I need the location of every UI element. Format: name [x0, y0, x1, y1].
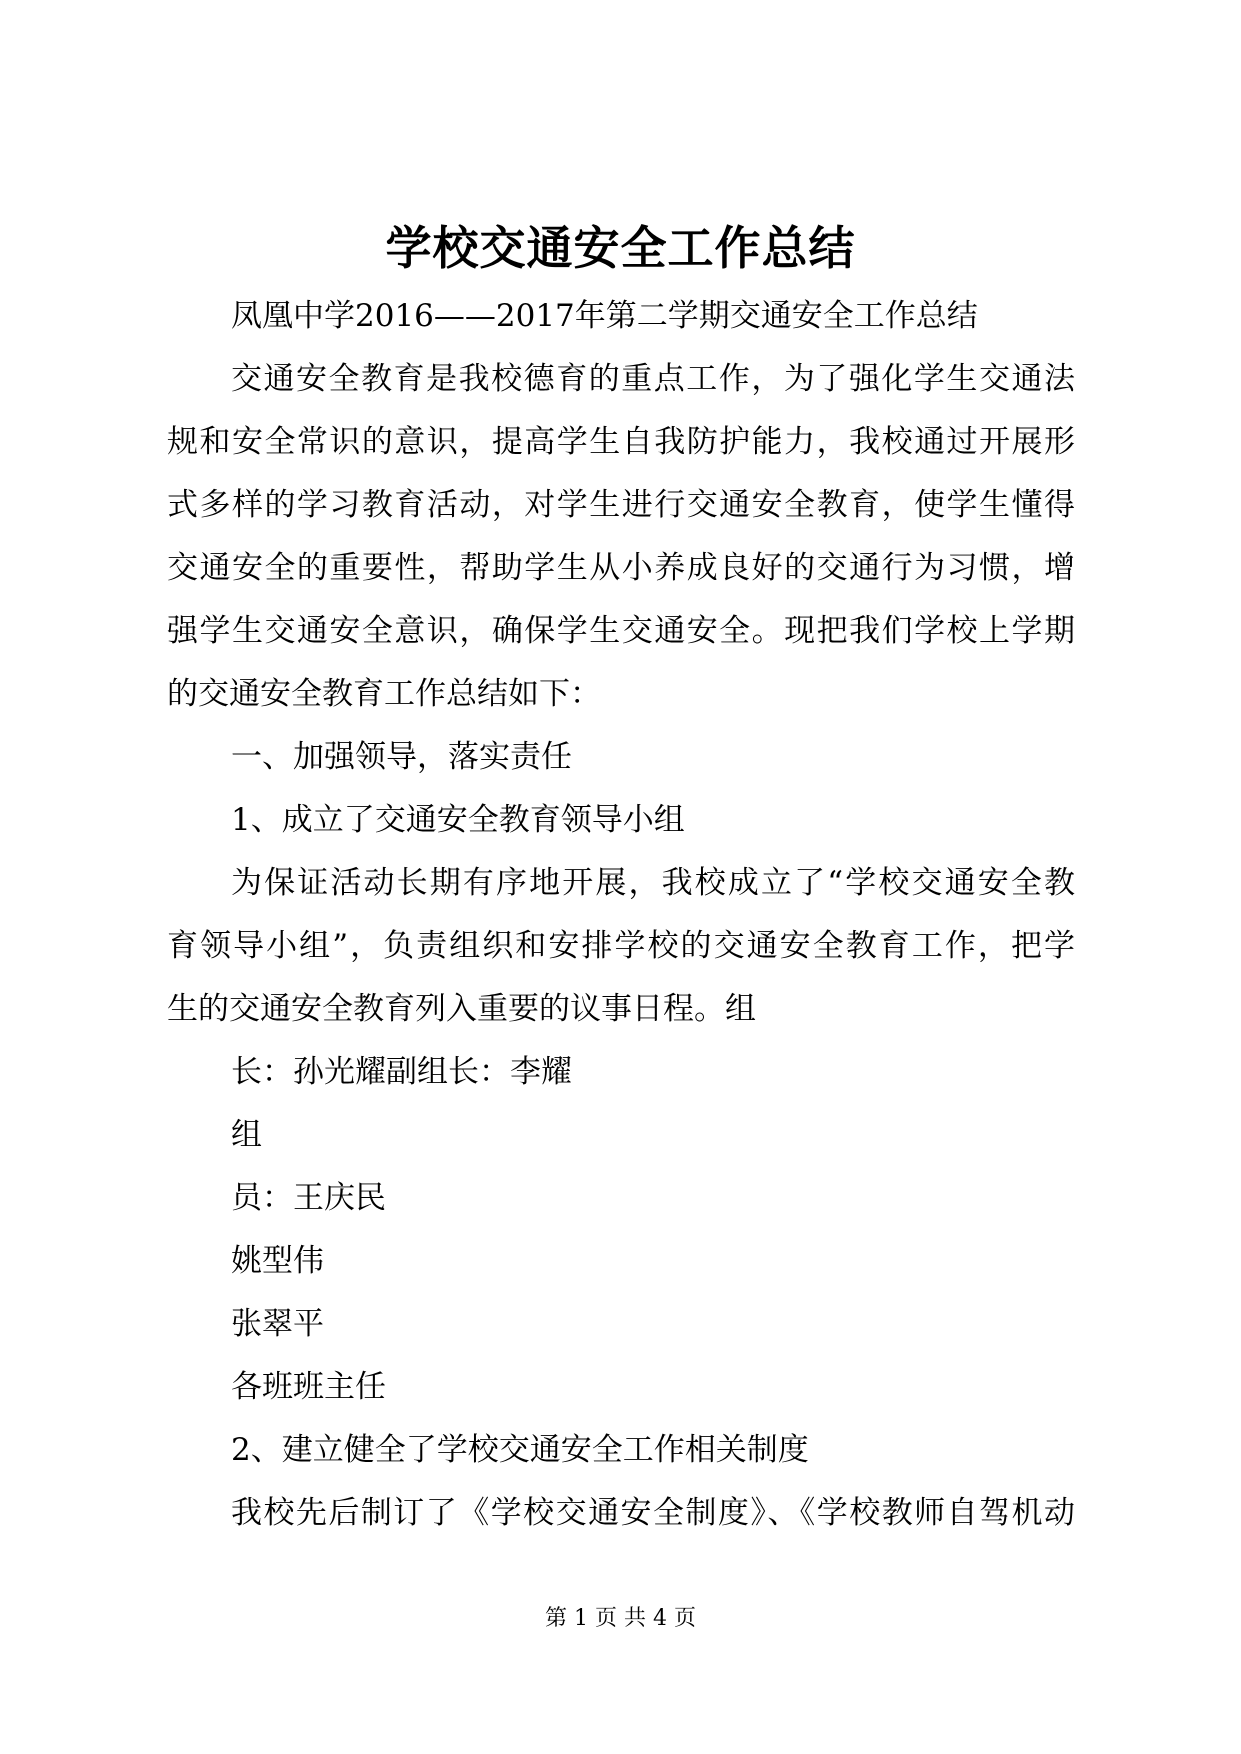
paragraph-line: 我校先后制订了《学校交通安全制度》、《学校教师自驾机动 [231, 1495, 1075, 1531]
paragraph-line: 式多样的学习教育活动，对学生进行交通安全教育，使学生懂得 [167, 487, 1075, 523]
paragraph-line: 交通安全的重要性，帮助学生从小养成良好的交通行为习惯，增 [167, 550, 1075, 586]
section-heading: 一、加强领导，落实责任 [231, 739, 572, 775]
subtitle-line: 凤凰中学2016——2017年第二学期交通安全工作总结 [231, 298, 978, 334]
member-line: 员：王庆民 [231, 1180, 386, 1216]
item-heading: 2、建立健全了学校交通安全工作相关制度 [231, 1432, 809, 1468]
paragraph-line: 生的交通安全教育列入重要的议事日程。组 [167, 991, 756, 1027]
paragraph-line: 交通安全教育是我校德育的重点工作，为了强化学生交通法 [231, 361, 1075, 397]
paragraph-line: 为保证活动长期有序地开展，我校成立了“学校交通安全教 [231, 865, 1075, 901]
member-label-line: 组 [231, 1117, 262, 1153]
paragraph-line: 强学生交通安全意识，确保学生交通安全。现把我们学校上学期 [167, 613, 1075, 649]
paragraph-line: 的交通安全教育工作总结如下： [167, 676, 601, 712]
leader-line: 长：孙光耀副组长：李耀 [231, 1054, 572, 1090]
paragraph-line: 规和安全常识的意识，提高学生自我防护能力，我校通过开展形 [167, 424, 1075, 460]
document-title: 学校交通安全工作总结 [385, 221, 856, 275]
member-line: 姚型伟 [231, 1243, 324, 1279]
member-line: 各班班主任 [231, 1369, 386, 1405]
page-number-footer: 第 1 页 共 4 页 [545, 1606, 696, 1631]
item-heading: 1、成立了交通安全教育领导小组 [231, 802, 685, 838]
member-line: 张翠平 [231, 1306, 324, 1342]
paragraph-line: 育领导小组”，负责组织和安排学校的交通安全教育工作，把学 [167, 928, 1075, 964]
document-body [167, 285, 1075, 1545]
